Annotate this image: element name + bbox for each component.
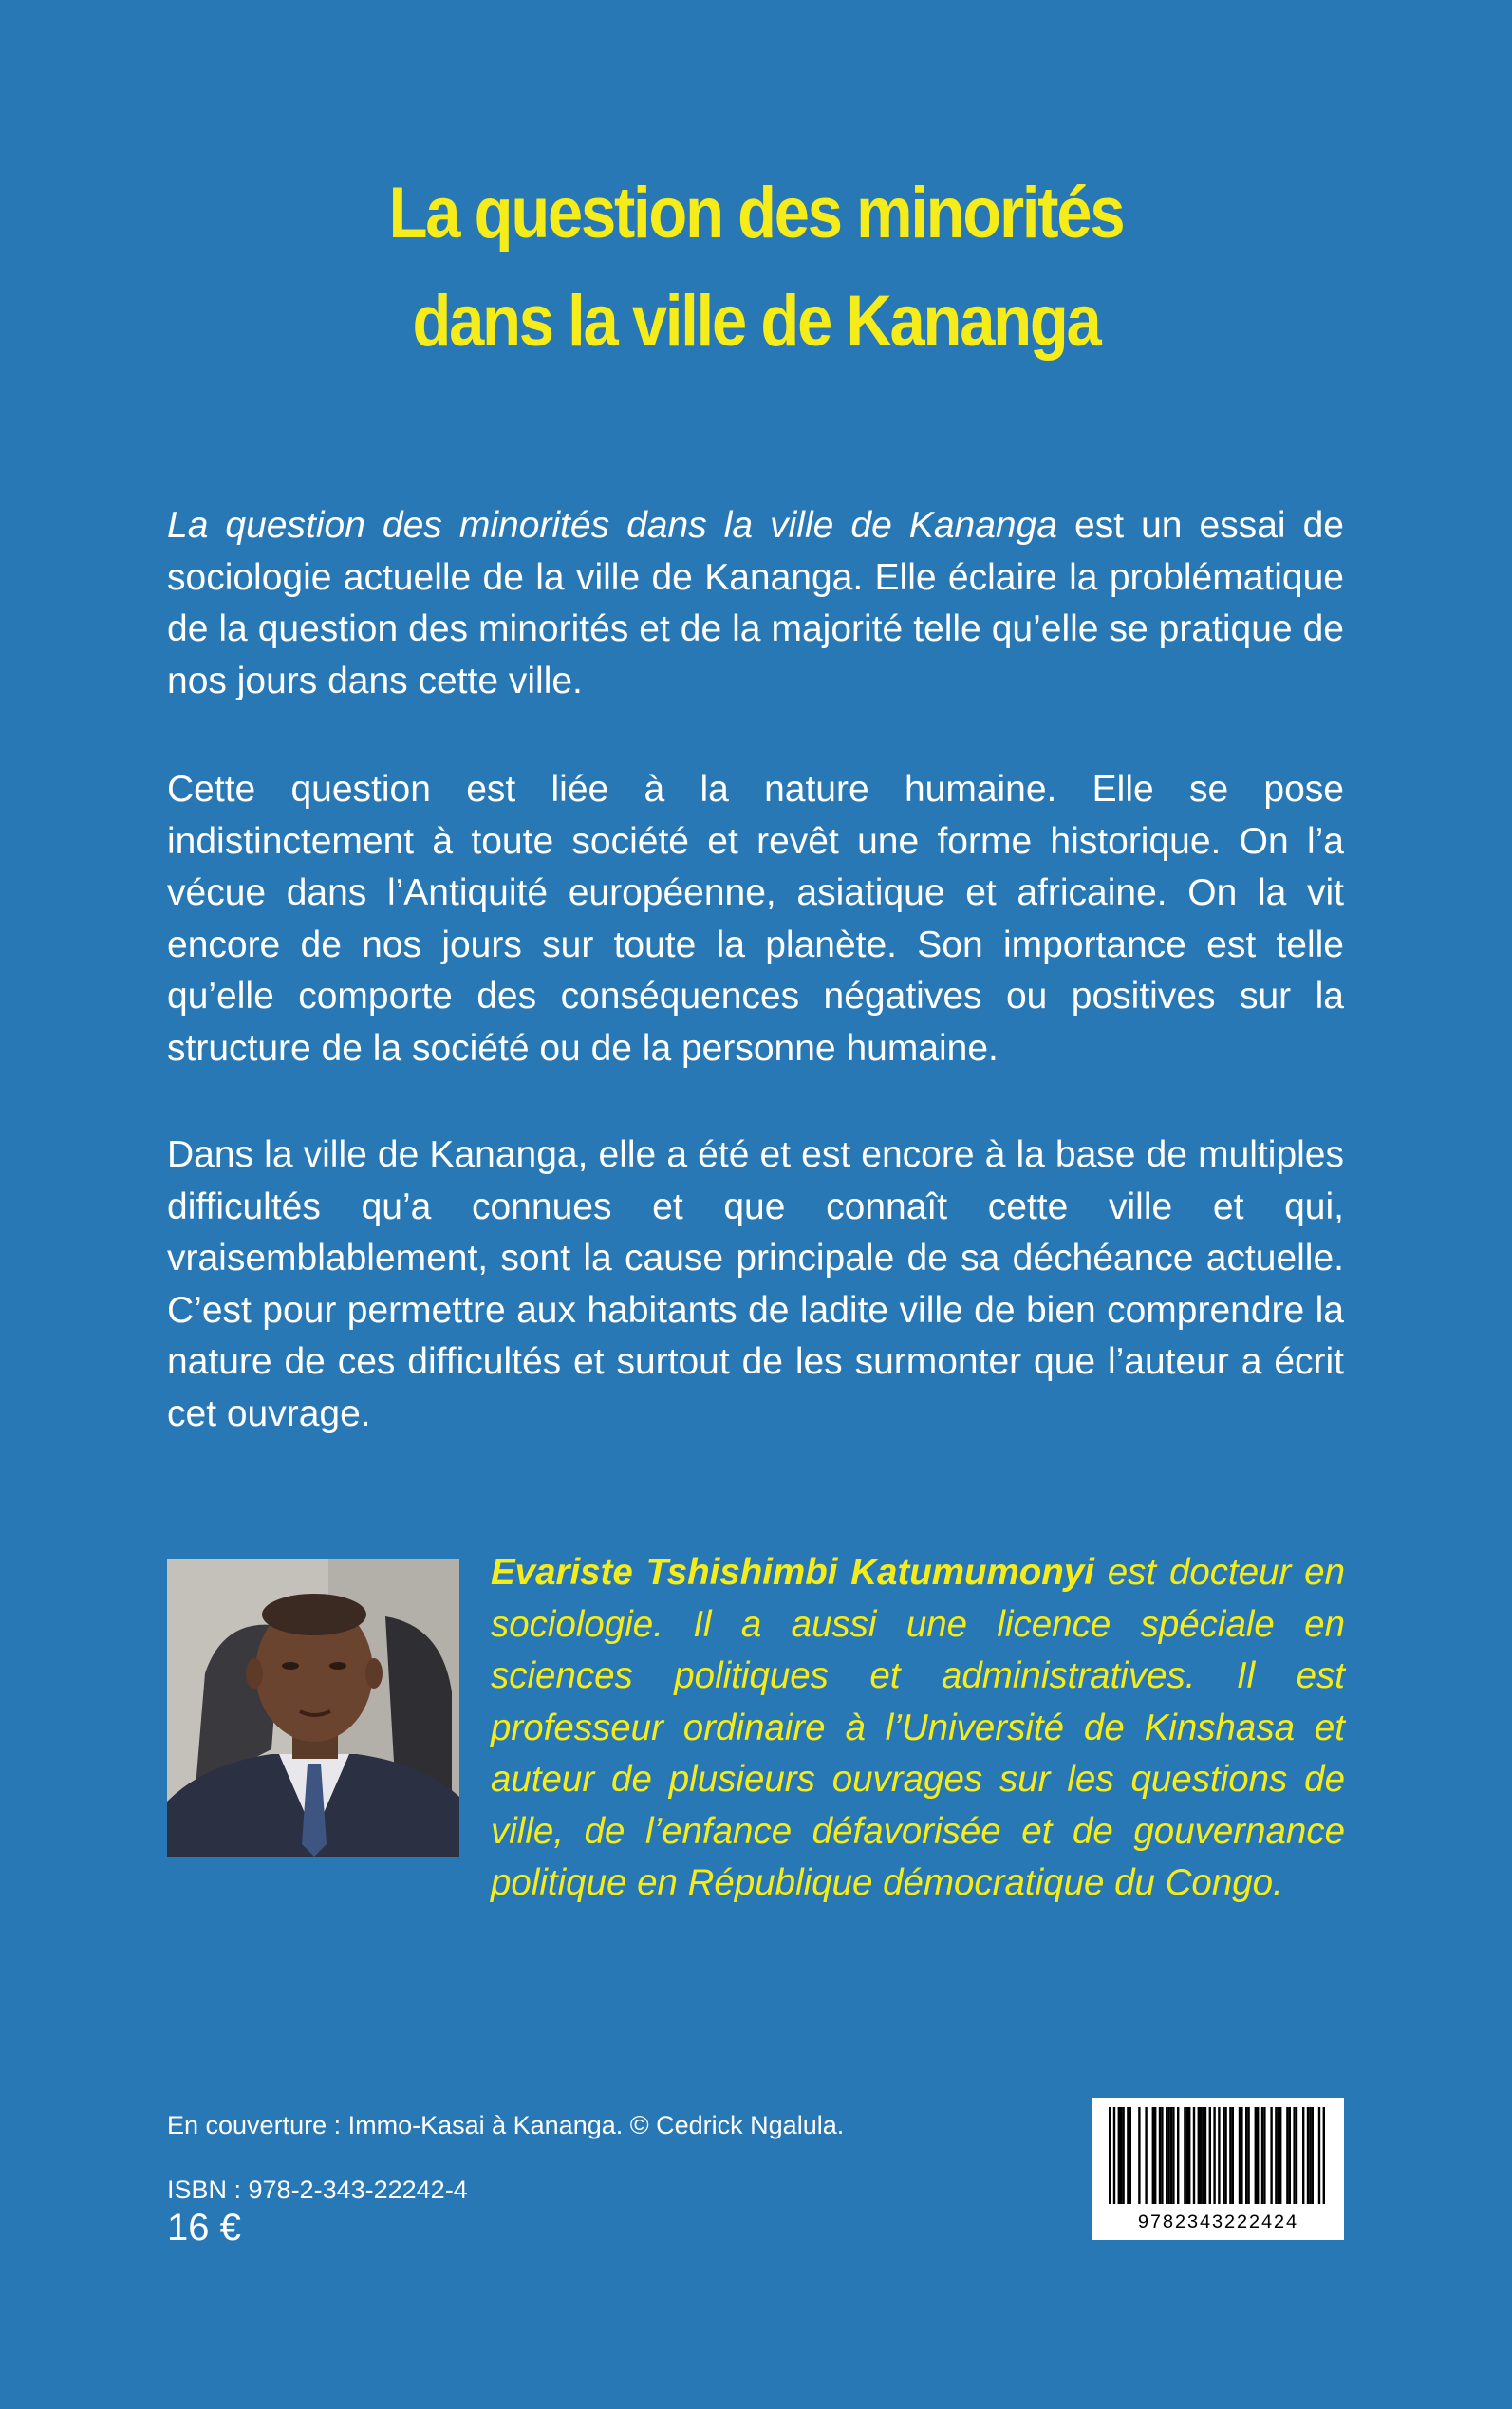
barcode-bar — [1289, 2107, 1291, 2204]
barcode-bar — [1172, 2107, 1174, 2204]
barcode-bar — [1309, 2107, 1311, 2204]
barcode-bar — [1129, 2107, 1131, 2204]
barcode-bar — [1218, 2107, 1220, 2204]
barcode-bar — [1161, 2107, 1163, 2204]
barcode — [1092, 2098, 1344, 2240]
barcode-bar — [1122, 2107, 1124, 2204]
barcode-bar — [1223, 2107, 1224, 2204]
barcode-bar — [1159, 2107, 1161, 2204]
barcode-bar — [1202, 2107, 1204, 2204]
barcode-bar — [1186, 2107, 1188, 2204]
summary-paragraph-2-text: Cette question est liée à la nature humaine. Elle se pose indistinctement à toute société et revêt une forme historique. On l’a vécue dans l’Antiquité européenne, asiatique et africaine. On la vit encore de nos jours sur toute la planète. Son importance est telle qu’elle comporte des conséquences négatives ou positives sur la structure de la société ou de la personne humaine. — [167, 769, 1344, 1069]
barcode-bar — [1293, 2107, 1295, 2204]
barcode-bar — [1247, 2107, 1249, 2204]
barcode-bar — [1318, 2107, 1320, 2204]
barcode-bar — [1229, 2107, 1231, 2204]
barcode-bar — [1255, 2107, 1257, 2204]
book-title-reference: La question des minorités dans la ville de Kananga — [167, 505, 1057, 546]
barcode-bar — [1154, 2107, 1156, 2204]
barcode-bar — [1286, 2107, 1288, 2204]
barcode-bar — [1118, 2107, 1120, 2204]
barcode-bar — [1167, 2107, 1169, 2204]
barcode-bar — [1302, 2107, 1304, 2204]
barcode-bar — [1312, 2107, 1314, 2204]
barcode-bar — [1188, 2107, 1190, 2204]
title-line-1: La question des minorités — [388, 173, 1124, 253]
barcode-bar — [1279, 2107, 1281, 2204]
summary-paragraph-1-text: est un essai de sociologie actuelle de la ville de Kananga. Elle éclaire la problématique de la question des minorités et de la majorité telle qu’elle se pratique de nos jours dans cette ville. — [167, 505, 1344, 701]
barcode-bar — [1113, 2107, 1115, 2204]
barcode-bar — [1275, 2107, 1277, 2204]
barcode-bar — [1261, 2107, 1263, 2204]
barcode-bar — [1224, 2107, 1226, 2204]
isbn: ISBN : 978-2-343-22242-4 — [167, 2176, 468, 2204]
author-photo — [167, 1559, 459, 1857]
barcode-bar — [1270, 2107, 1272, 2204]
barcode-bar — [1323, 2107, 1325, 2204]
barcode-bar — [1166, 2107, 1167, 2204]
barcode-bar — [1245, 2107, 1247, 2204]
barcode-bar — [1145, 2107, 1147, 2204]
summary-paragraph-1 — [167, 500, 1344, 707]
barcode-bar — [1152, 2107, 1154, 2204]
book-title — [91, 159, 1422, 376]
barcode-bar — [1177, 2107, 1179, 2204]
barcode-bar — [1198, 2107, 1200, 2204]
barcode-bar — [1170, 2107, 1172, 2204]
barcode-bar — [1127, 2107, 1129, 2204]
barcode-bar — [1213, 2107, 1215, 2204]
barcode-bar — [1278, 2107, 1279, 2204]
summary-paragraph-3 — [167, 1130, 1344, 1440]
price: 16 € — [167, 2207, 241, 2249]
cover-credit: En couverture : Immo-Kasai à Kananga. © Cedrick Ngalula. — [167, 2111, 845, 2139]
author-bio-text: est docteur en sociologie. Il a aussi une licence spéciale en sciences politiques et administratives. Il est professeur ordinaire à l’Université de Kinshasa et auteur de plusieurs ouvrages sur les questions de ville, de l’enfance défavorisée et de gouvernance politique en République démocratique du Congo. — [491, 1552, 1345, 1903]
barcode-bar — [1263, 2107, 1265, 2204]
barcode-bar — [1257, 2107, 1259, 2204]
barcode-bar — [1120, 2107, 1122, 2204]
barcode-bar — [1209, 2107, 1211, 2204]
barcode-bar — [1138, 2107, 1140, 2204]
barcode-bar — [1296, 2107, 1297, 2204]
title-line-2: dans la ville de Kananga — [412, 281, 1100, 362]
barcode-bar — [1184, 2107, 1185, 2204]
barcode-bar — [1241, 2107, 1242, 2204]
summary-paragraph-3-text: Dans la ville de Kananga, elle a été et est encore à la base de multiples difficultés qu’a connues et que connaît cette ville et qui, vraisemblablement, sont la cause principale de sa déchéance actuelle. C’est pour permettre aux habitants de ladite ville de bien comprendre la nature de ces difficultés et surtout de les surmonter que l’auteur a écrit cet ouvrage. — [167, 1134, 1344, 1434]
barcode-bar — [1307, 2107, 1309, 2204]
summary-paragraph-2 — [167, 764, 1344, 1074]
barcode-bar — [1204, 2107, 1206, 2204]
barcode-bar — [1193, 2107, 1195, 2204]
barcode-digits: 9782343222424 — [1137, 2213, 1298, 2234]
barcode-bar — [1109, 2107, 1111, 2204]
barcode-bar — [1232, 2107, 1234, 2204]
barcode-bars — [1092, 2098, 1344, 2212]
author-bio — [491, 1547, 1345, 1910]
author-name: Evariste Tshishimbi Katumumonyi — [491, 1552, 1094, 1593]
barcode-bar — [1200, 2107, 1202, 2204]
barcode-bar — [1239, 2107, 1241, 2204]
